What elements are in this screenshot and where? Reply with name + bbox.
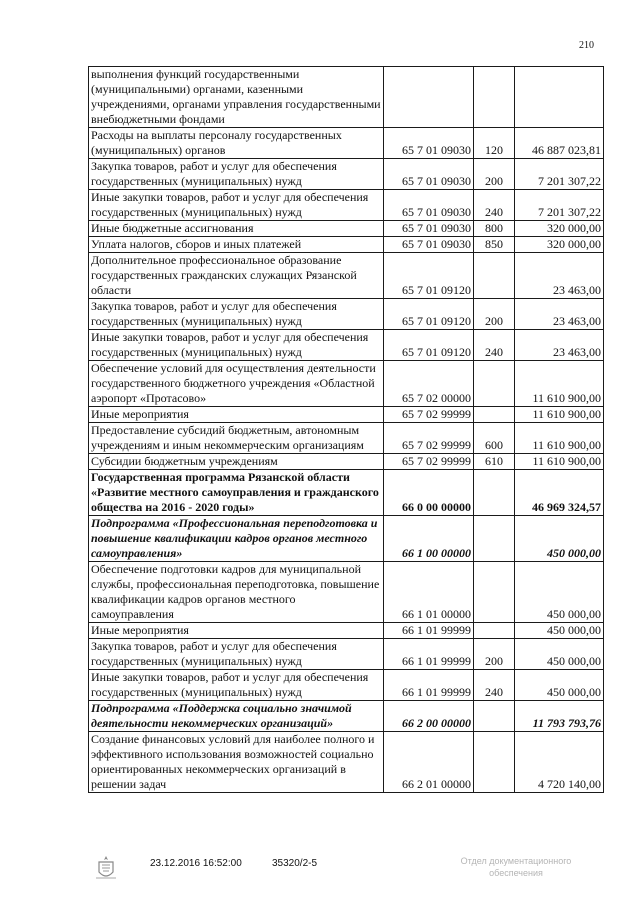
row-name-cell: Закупка товаров, работ и услуг для обеспечения государственных (муниципальных) нужд [89, 299, 384, 330]
budget-table-body [89, 67, 604, 793]
row-name-cell: выполнения функций государственными (муниципальными) органами, казенными учреждениями, органами управления государственными внебюджетными фондами [89, 67, 384, 128]
row-amount-cell: 23 463,00 [515, 253, 604, 299]
stamp-line-2: обеспечения [489, 868, 543, 878]
row-code-cell: 66 1 01 99999 [384, 639, 474, 670]
row-name-cell: Дополнительное профессиональное образование государственных гражданских служащих Рязанской области [89, 253, 384, 299]
row-name-cell: Создание финансовых условий для наиболее полного и эффективного использования возможностей социально ориентированных некоммерческих организаций в решении задач [89, 732, 384, 793]
row-code-cell: 65 7 01 09120 [384, 253, 474, 299]
row-amount-cell: 11 610 900,00 [515, 423, 604, 454]
budget-table [88, 66, 604, 793]
page-number: 210 [579, 40, 594, 51]
stamp-line-1: Отдел документационного [460, 856, 572, 866]
row-code-cell: 65 7 02 99999 [384, 454, 474, 470]
footer-timestamp: 23.12.2016 16:52:00 [150, 858, 242, 869]
row-expense-type-cell [474, 470, 515, 516]
row-name-cell: Иные закупки товаров, работ и услуг для обеспечения государственных (муниципальных) нужд [89, 670, 384, 701]
row-code-cell: 65 7 02 00000 [384, 361, 474, 407]
row-code-cell: 66 0 00 00000 [384, 470, 474, 516]
row-amount-cell: 7 201 307,22 [515, 190, 604, 221]
row-amount-cell: 320 000,00 [515, 237, 604, 253]
row-expense-type-cell: 200 [474, 159, 515, 190]
row-name-cell: Обеспечение подготовки кадров для муниципальной службы, профессиональная переподготовка, повышение квалификации кадров органов местного самоуправления [89, 562, 384, 623]
table-row [89, 732, 604, 793]
table-row [89, 423, 604, 454]
row-code-cell: 66 1 00 00000 [384, 516, 474, 562]
table-row [89, 639, 604, 670]
row-code-cell: 66 2 01 00000 [384, 732, 474, 793]
row-amount-cell: 450 000,00 [515, 562, 604, 623]
row-amount-cell: 450 000,00 [515, 639, 604, 670]
row-code-cell: 65 7 01 09030 [384, 237, 474, 253]
table-row [89, 299, 604, 330]
row-code-cell: 65 7 01 09120 [384, 299, 474, 330]
table-row [89, 454, 604, 470]
row-code-cell: 65 7 01 09030 [384, 221, 474, 237]
table-row [89, 67, 604, 128]
table-row [89, 330, 604, 361]
row-expense-type-cell: 600 [474, 423, 515, 454]
row-code-cell: 65 7 01 09030 [384, 159, 474, 190]
row-expense-type-cell: 200 [474, 639, 515, 670]
row-amount-cell: 23 463,00 [515, 330, 604, 361]
coat-of-arms-icon [95, 854, 117, 882]
row-code-cell: 66 2 00 00000 [384, 701, 474, 732]
table-row [89, 253, 604, 299]
row-name-cell: Предоставление субсидий бюджетным, автономным учреждениям и иным некоммерческим организациям [89, 423, 384, 454]
row-code-cell: 65 7 01 09120 [384, 330, 474, 361]
row-code-cell: 65 7 02 99999 [384, 423, 474, 454]
row-expense-type-cell: 120 [474, 128, 515, 159]
row-name-cell: Закупка товаров, работ и услуг для обеспечения государственных (муниципальных) нужд [89, 159, 384, 190]
row-name-cell: Расходы на выплаты персоналу государственных (муниципальных) органов [89, 128, 384, 159]
table-row [89, 562, 604, 623]
row-name-cell: Подпрограмма «Поддержка социально значимой деятельности некоммерческих организаций» [89, 701, 384, 732]
row-amount-cell [515, 67, 604, 128]
row-name-cell: Субсидии бюджетным учреждениям [89, 454, 384, 470]
row-expense-type-cell [474, 623, 515, 639]
row-amount-cell: 23 463,00 [515, 299, 604, 330]
row-name-cell: Иные бюджетные ассигнования [89, 221, 384, 237]
table-row [89, 159, 604, 190]
row-expense-type-cell [474, 562, 515, 623]
table-row [89, 470, 604, 516]
row-name-cell: Закупка товаров, работ и услуг для обеспечения государственных (муниципальных) нужд [89, 639, 384, 670]
table-row [89, 670, 604, 701]
footer-document-number: 35320/2-5 [272, 858, 318, 869]
row-amount-cell: 11 610 900,00 [515, 361, 604, 407]
row-expense-type-cell [474, 407, 515, 423]
table-row [89, 516, 604, 562]
table-row [89, 623, 604, 639]
row-expense-type-cell: 800 [474, 221, 515, 237]
row-amount-cell: 11 610 900,00 [515, 407, 604, 423]
row-amount-cell: 320 000,00 [515, 221, 604, 237]
row-name-cell: Иные закупки товаров, работ и услуг для обеспечения государственных (муниципальных) нужд [89, 330, 384, 361]
row-amount-cell: 450 000,00 [515, 670, 604, 701]
row-code-cell: 66 1 01 99999 [384, 670, 474, 701]
row-name-cell: Уплата налогов, сборов и иных платежей [89, 237, 384, 253]
row-amount-cell: 7 201 307,22 [515, 159, 604, 190]
row-expense-type-cell [474, 701, 515, 732]
row-name-cell: Иные мероприятия [89, 623, 384, 639]
row-amount-cell: 46 969 324,57 [515, 470, 604, 516]
row-expense-type-cell [474, 67, 515, 128]
footer-department-stamp [436, 855, 596, 879]
row-amount-cell: 450 000,00 [515, 623, 604, 639]
row-expense-type-cell [474, 732, 515, 793]
table-row [89, 361, 604, 407]
row-expense-type-cell [474, 253, 515, 299]
row-amount-cell: 450 000,00 [515, 516, 604, 562]
row-code-cell: 65 7 01 09030 [384, 128, 474, 159]
row-code-cell: 66 1 01 00000 [384, 562, 474, 623]
table-row [89, 190, 604, 221]
row-expense-type-cell: 240 [474, 190, 515, 221]
row-code-cell: 65 7 02 99999 [384, 407, 474, 423]
table-row [89, 701, 604, 732]
row-code-cell [384, 67, 474, 128]
row-expense-type-cell: 240 [474, 670, 515, 701]
row-amount-cell: 11 793 793,76 [515, 701, 604, 732]
row-amount-cell: 46 887 023,81 [515, 128, 604, 159]
row-name-cell: Подпрограмма «Профессиональная переподготовка и повышение квалификации кадров органов местного самоуправления» [89, 516, 384, 562]
row-expense-type-cell: 850 [474, 237, 515, 253]
row-name-cell: Государственная программа Рязанской области «Развитие местного самоуправления и гражданского общества на 2016 - 2020 годы» [89, 470, 384, 516]
table-row [89, 128, 604, 159]
row-expense-type-cell: 610 [474, 454, 515, 470]
row-name-cell: Иные мероприятия [89, 407, 384, 423]
row-amount-cell: 11 610 900,00 [515, 454, 604, 470]
row-expense-type-cell: 200 [474, 299, 515, 330]
row-code-cell: 66 1 01 99999 [384, 623, 474, 639]
row-expense-type-cell [474, 516, 515, 562]
table-row [89, 237, 604, 253]
table-row [89, 221, 604, 237]
table-row [89, 407, 604, 423]
row-name-cell: Иные закупки товаров, работ и услуг для обеспечения государственных (муниципальных) нужд [89, 190, 384, 221]
row-expense-type-cell [474, 361, 515, 407]
row-amount-cell: 4 720 140,00 [515, 732, 604, 793]
row-name-cell: Обеспечение условий для осуществления деятельности государственного бюджетного учреждения «Областной аэропорт «Протасово» [89, 361, 384, 407]
row-code-cell: 65 7 01 09030 [384, 190, 474, 221]
row-expense-type-cell: 240 [474, 330, 515, 361]
